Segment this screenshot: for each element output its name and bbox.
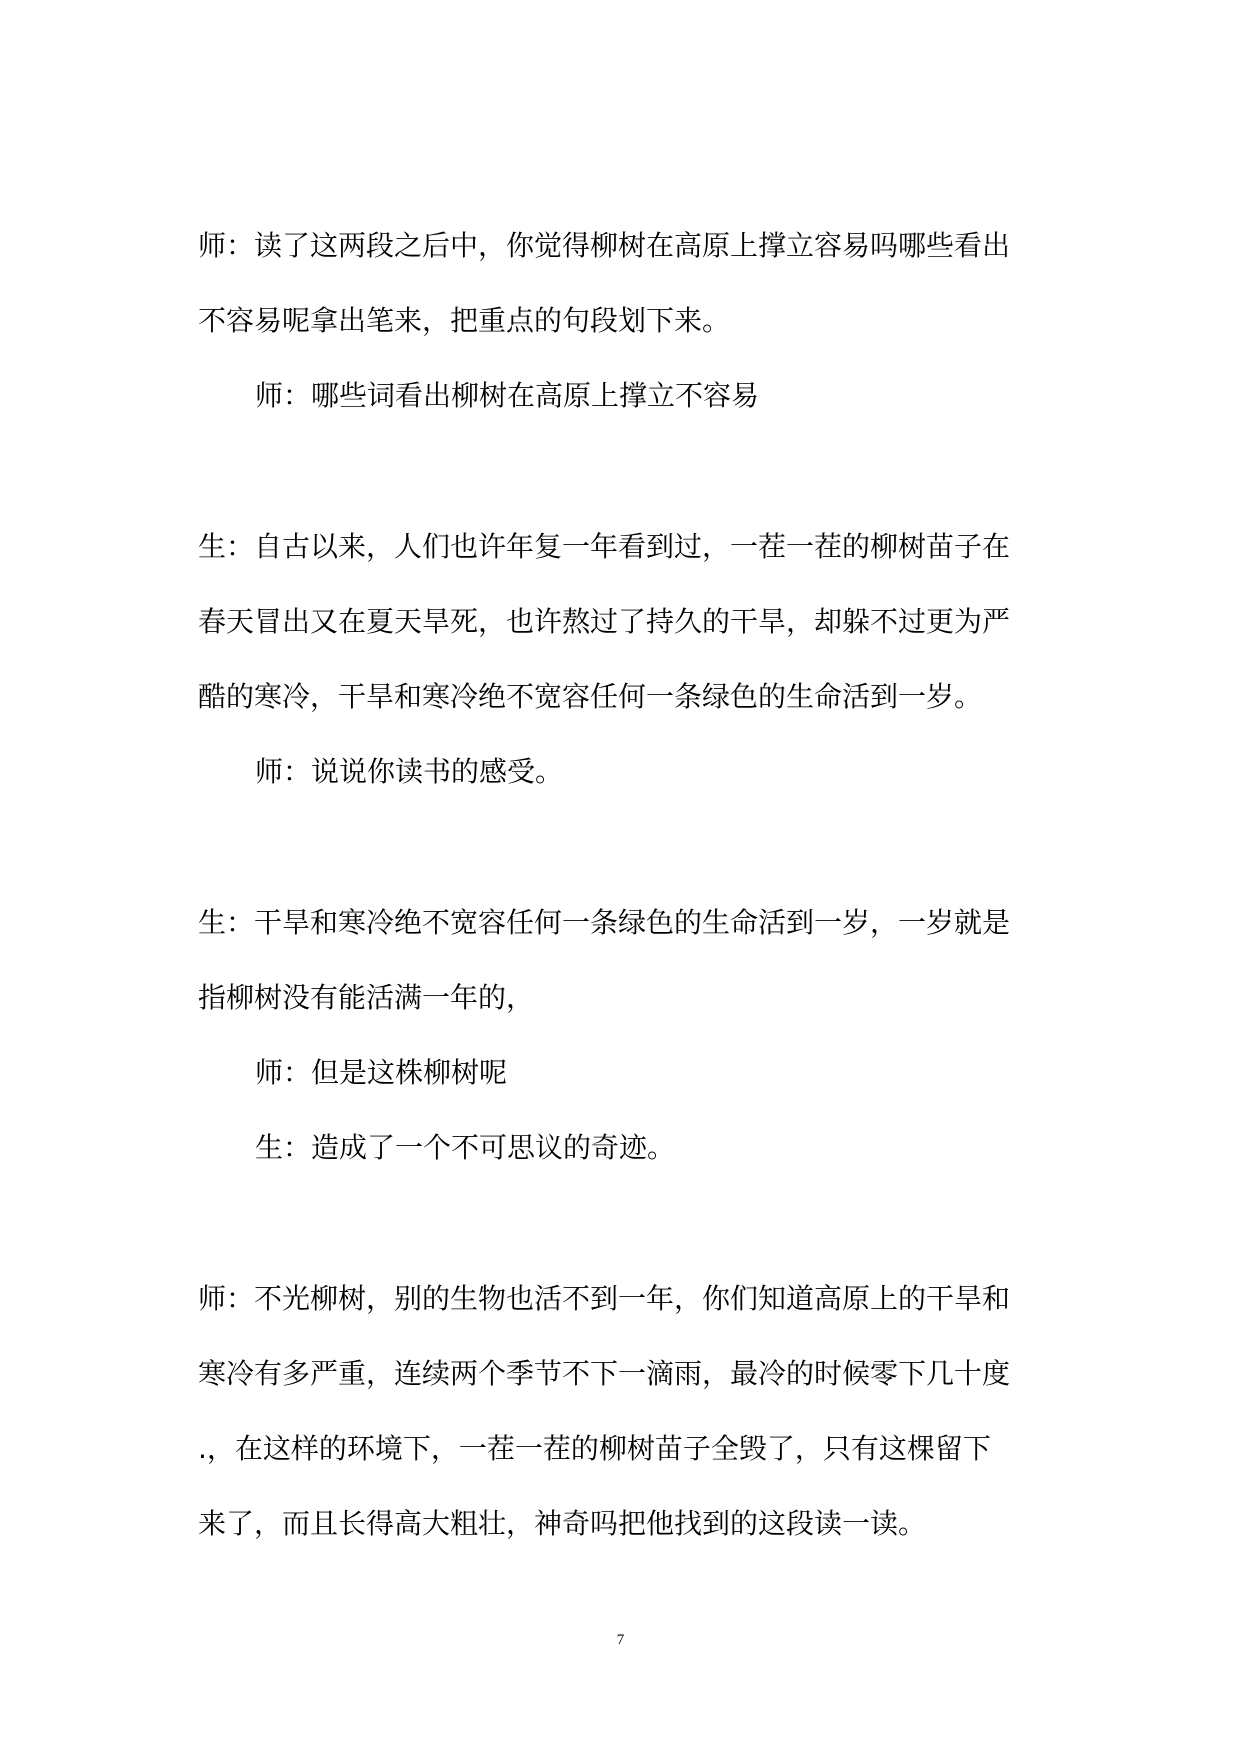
text-line: 来了，而且长得高大粗壮，神奇吗把他找到的这段读一读。	[198, 1507, 927, 1540]
text-line: 师：不光柳树，别的生物也活不到一年，你们知道高原上的干旱和	[198, 1282, 1011, 1315]
text-line: 师：哪些词看出柳树在高原上撑立不容易	[255, 379, 760, 412]
text-line: 师：但是这株柳树呢	[255, 1056, 508, 1089]
text-line: 师：读了这两段之后中，你觉得柳树在高原上撑立容易吗哪些看出	[198, 229, 1011, 262]
text-line: 师：说说你读书的感受。	[255, 755, 564, 788]
text-line: 寒冷有多严重，连续两个季节不下一滴雨，最冷的时候零下几十度	[198, 1357, 1011, 1390]
text-line: 生：自古以来，人们也许年复一年看到过，一茬一茬的柳树苗子在	[198, 530, 1011, 563]
text-line: 不容易呢拿出笔来，把重点的句段划下来。	[198, 304, 731, 337]
text-line: 指柳树没有能活满一年的，	[198, 981, 535, 1014]
text-line: 生：造成了一个不可思议的奇迹。	[255, 1131, 676, 1164]
page-number: 7	[616, 1632, 625, 1648]
text-line: 酷的寒冷，干旱和寒冷绝不宽容任何一条绿色的生命活到一岁。	[198, 680, 983, 713]
text-line: 生：干旱和寒冷绝不宽容任何一条绿色的生命活到一岁，一岁就是	[198, 906, 1011, 939]
text-line: 春天冒出又在夏天旱死，也许熬过了持久的干旱，却躲不过更为严	[198, 605, 1011, 638]
text-line: .，在这样的环境下，一茬一茬的柳树苗子全毁了，只有这棵留下	[198, 1432, 991, 1465]
